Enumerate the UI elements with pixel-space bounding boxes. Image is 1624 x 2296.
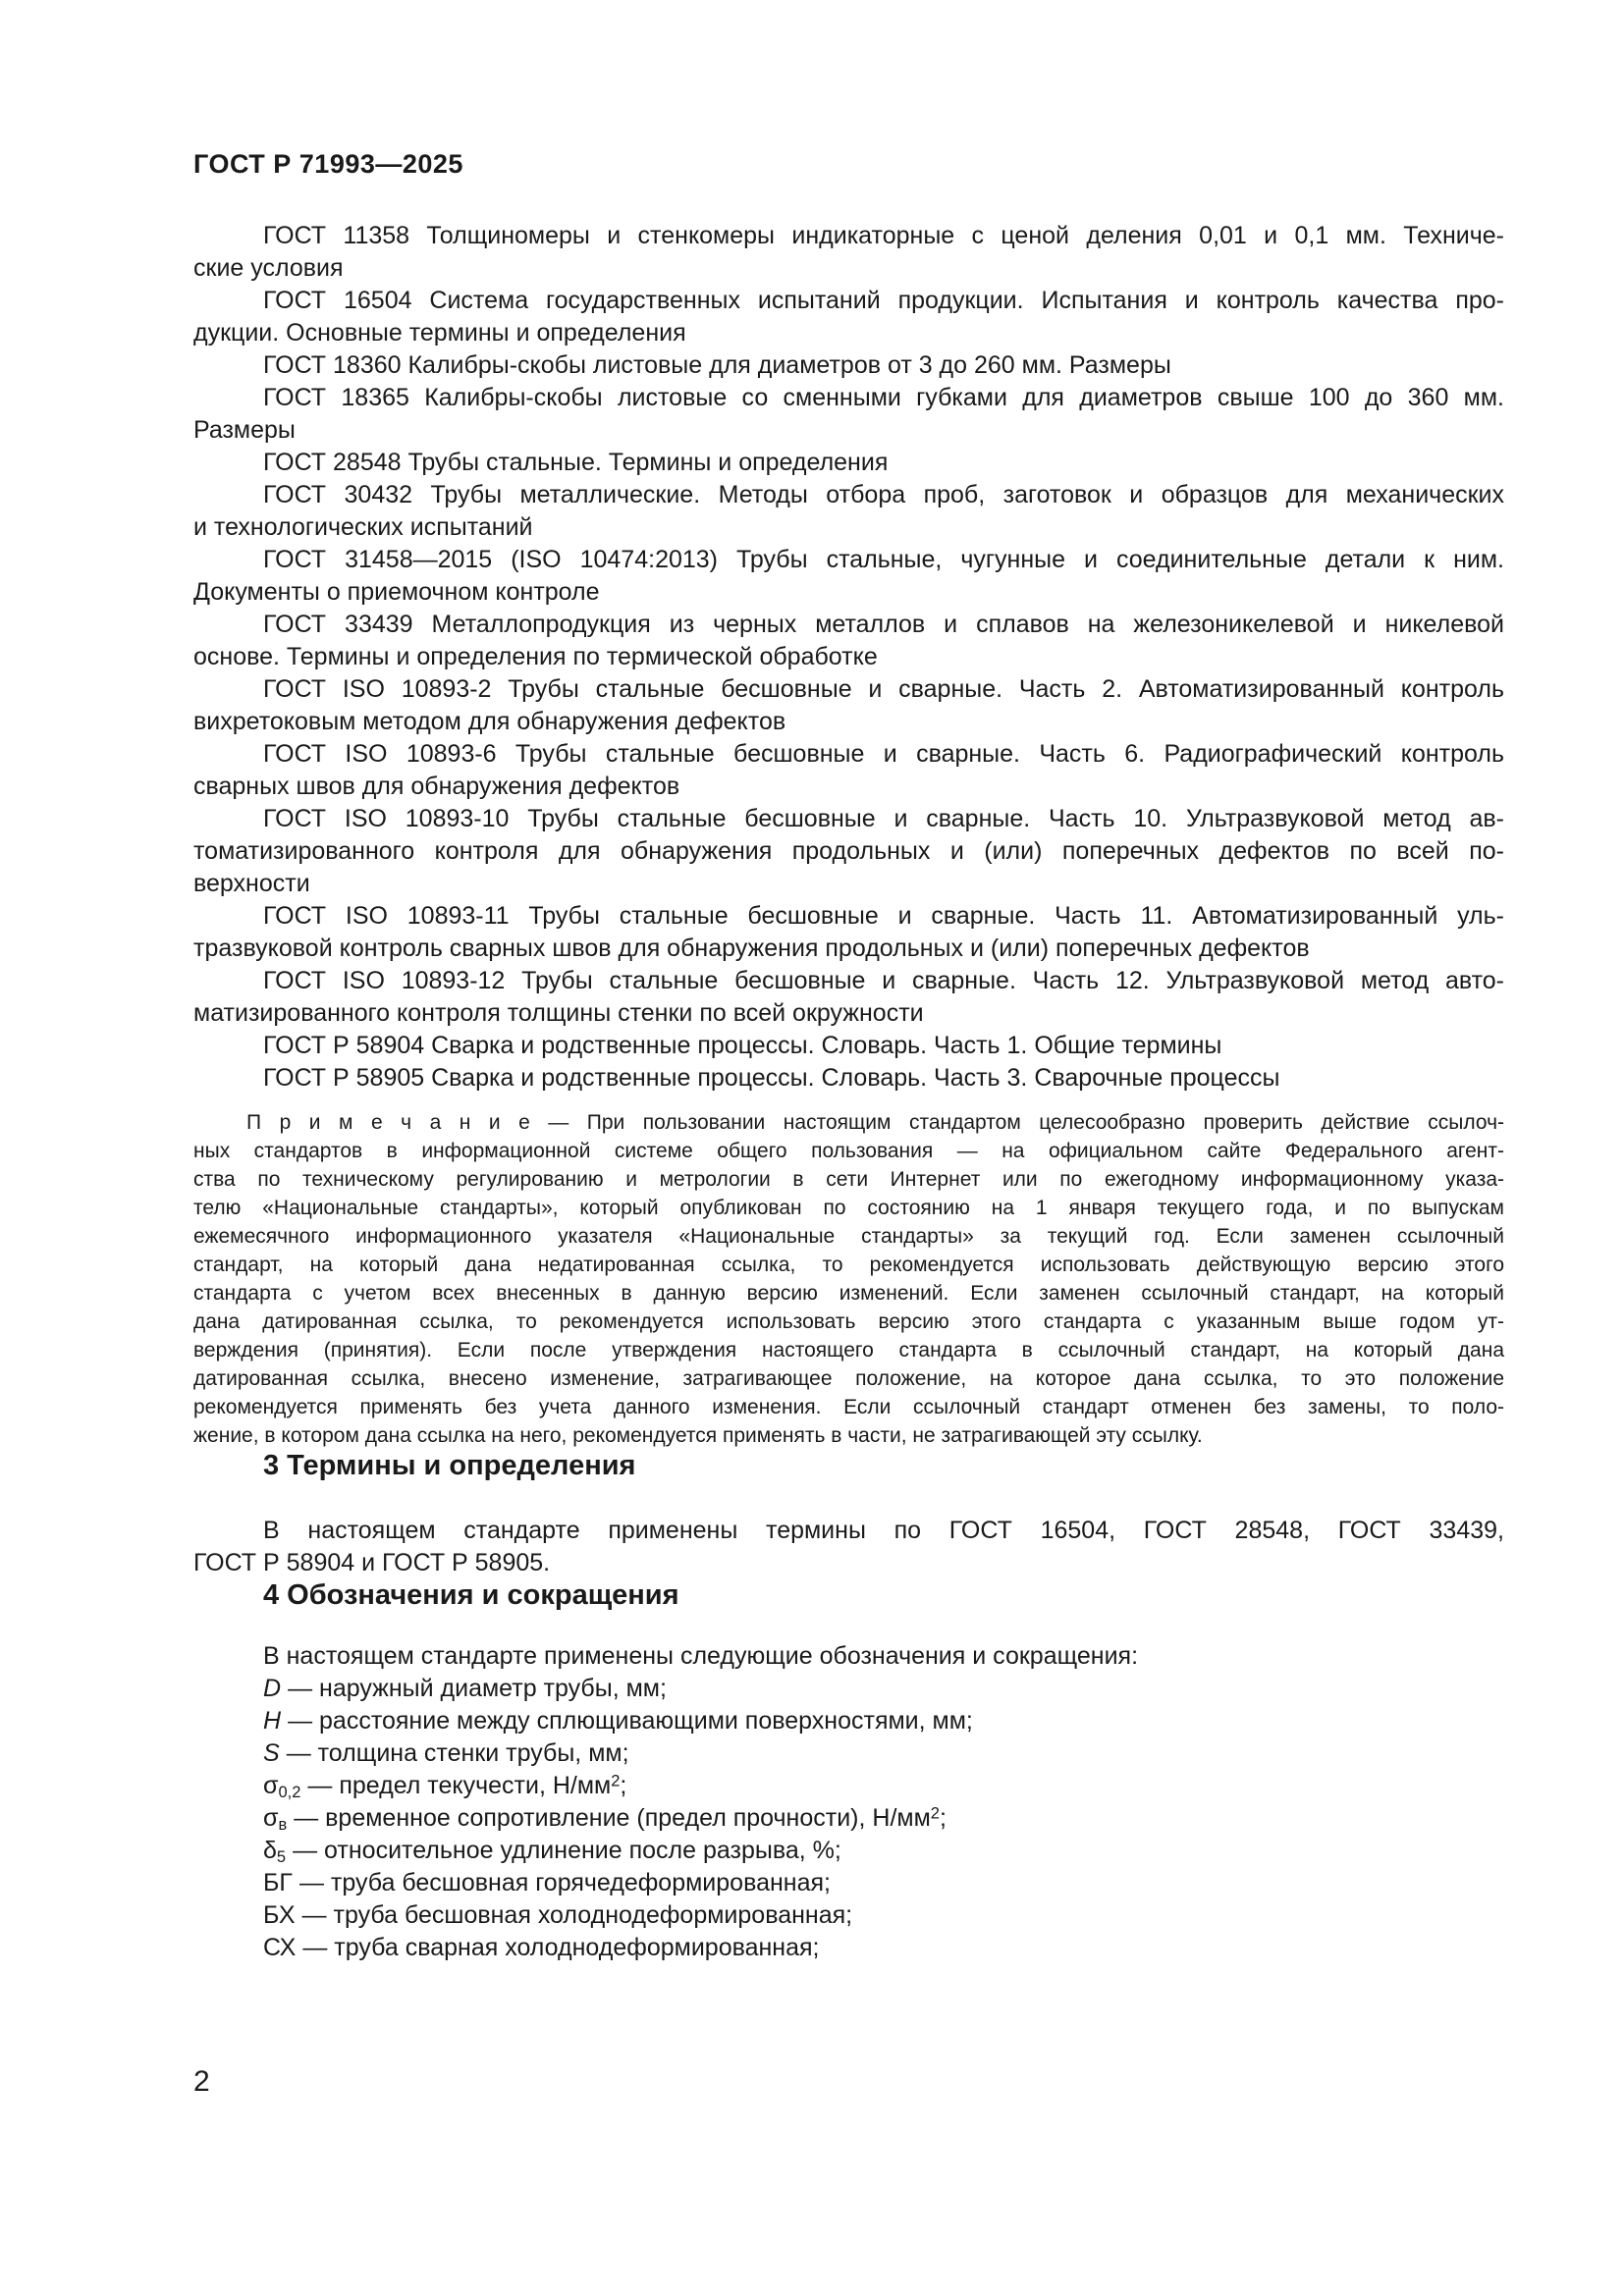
symbol: БХ <box>263 1901 296 1929</box>
reference-line: вихретоковым методом для обнаружения дефектов <box>193 708 786 735</box>
note-line: стандарт, на который дана недатированная ссылка, то рекомендуется использовать действующую версию этого <box>193 1254 1504 1276</box>
reference-line: томатизированного контроля для обнаружения продольных и (или) поперечных дефектов по всей по- <box>193 837 1504 865</box>
note-line: ежемесячного информационного указателя «Национальные стандарты» за текущий год. Если заменен ссылочный <box>193 1225 1504 1248</box>
note-line: рекомендуется применять без учета данного изменения. Если ссылочный стандарт отменен без замены, то поло- <box>193 1396 1504 1418</box>
page-number: 2 <box>193 2065 210 2098</box>
reference-line: ГОСТ ISO 10893-6 Трубы стальные бесшовные и сварные. Часть 6. Радиографический контроль <box>263 740 1504 768</box>
document-code: ГОСТ Р 71993—2025 <box>193 149 463 179</box>
designations-intro: В настоящем стандарте применены следующие обозначения и сокращения: <box>263 1642 1139 1670</box>
note-line: ных стандартов в информационной системе общего пользования — на официальном сайте Федерального агент- <box>193 1140 1504 1162</box>
note-line: дана датированная ссылка, то рекомендуется использовать версию этого стандарта с указанным выше годом ут- <box>193 1310 1504 1333</box>
symbol-definition <box>193 1835 1504 1867</box>
reference-line: дукции. Основные термины и определения <box>193 319 686 347</box>
reference-line: основе. Термины и определения по термической обработке <box>193 643 878 670</box>
symbol-definition <box>193 1932 1504 1964</box>
reference-line: ГОСТ 28548 Трубы стальные. Термины и определения <box>263 449 889 476</box>
note-line: П р и м е ч а н и е — При пользовании настоящим стандартом целесообразно проверить действие ссылоч- <box>246 1111 1504 1134</box>
reference-line: ГОСТ 33439 Металлопродукция из черных металлов и сплавов на железоникелевой и никелевой <box>263 611 1504 638</box>
paragraph-line: ГОСТ Р 58904 и ГОСТ Р 58905. <box>193 1549 551 1576</box>
symbol-definition <box>193 1673 1504 1705</box>
reference-line: ГОСТ 18365 Калибры-скобы листовые со сменными губками для диаметров свыше 100 до 360 мм. <box>263 384 1504 411</box>
reference-line: верхности <box>193 870 310 897</box>
reference-line: ГОСТ ISO 10893-11 Трубы стальные бесшовные и сварные. Часть 11. Автоматизированный уль- <box>263 902 1504 930</box>
reference-line: ГОСТ 18360 Калибры-скобы листовые для диаметров от 3 до 260 мм. Размеры <box>263 351 1171 379</box>
section-3-heading: 3 Термины и определения <box>263 1450 636 1481</box>
paragraph-line: В настоящем стандарте применены термины по ГОСТ 16504, ГОСТ 28548, ГОСТ 33439, <box>263 1517 1504 1544</box>
reference-line: сварных швов для обнаружения дефектов <box>193 773 680 800</box>
symbol: D <box>263 1675 282 1702</box>
note-line: жение, в котором дана ссылка на него, рекомендуется применять в части, не затрагивающей эту ссылку. <box>193 1424 1203 1447</box>
note-line: телю «Национальные стандарты», который опубликован по состоянию на 1 января текущего года, и по выпускам <box>193 1197 1504 1219</box>
symbol-description: — временное сопротивление (предел прочности), Н/мм <box>294 1804 931 1832</box>
symbol-description: — труба бесшовная холоднодеформированная; <box>301 1901 853 1929</box>
symbol: S <box>263 1739 280 1767</box>
symbol: $\delta_5$ <box>263 1837 287 1867</box>
reference-line: ГОСТ ISO 10893-2 Трубы стальные бесшовные и сварные. Часть 2. Автоматизированный контроль <box>263 675 1504 703</box>
reference-line: и технологических испытаний <box>193 513 533 541</box>
reference-line: ГОСТ 16504 Система государственных испытаний продукции. Испытания и контроль качества про- <box>263 287 1504 314</box>
reference-line: ские условия <box>193 254 344 282</box>
reference-line: Документы о приемочном контроле <box>193 578 600 606</box>
symbol: $\sigma_в$ <box>263 1804 288 1835</box>
symbol-definition <box>193 1867 1504 1899</box>
reference-line: ГОСТ Р 58905 Сварка и родственные процессы. Словарь. Часть 3. Сварочные процессы <box>263 1064 1280 1092</box>
reference-line: Размеры <box>193 416 296 444</box>
symbol-description: — предел текучести, Н/мм <box>307 1772 612 1799</box>
symbol: СХ <box>263 1934 297 1961</box>
section-3-paragraph <box>193 1515 1504 1579</box>
page-content <box>193 0 1504 1964</box>
symbol-definition <box>193 1705 1504 1737</box>
reference-line: тразвуковой контроль сварных швов для обнаружения продольных и (или) поперечных дефектов <box>193 934 1310 962</box>
reference-line: ГОСТ 30432 Трубы металлические. Методы отбора проб, заготовок и образцов для механических <box>263 481 1504 508</box>
symbol-description: — наружный диаметр трубы, мм; <box>288 1675 667 1702</box>
symbol-description: — толщина стенки трубы, мм; <box>286 1739 629 1767</box>
reference-line: ГОСТ ISO 10893-10 Трубы стальные бесшовные и сварные. Часть 10. Ультразвуковой метод ав- <box>263 805 1504 832</box>
note-line: стандарта с учетом всех внесенных в данную версию изменений. Если заменен ссылочный стандарт, на который <box>193 1282 1504 1305</box>
symbol-description: — труба бесшовная горячедеформированная; <box>298 1869 831 1896</box>
section-4-heading: 4 Обозначения и сокращения <box>263 1579 679 1611</box>
designations-list <box>193 1640 1504 1964</box>
symbol-description: — труба сварная холоднодеформированная; <box>302 1934 820 1961</box>
reference-line: ГОСТ Р 58904 Сварка и родственные процессы. Словарь. Часть 1. Общие термины <box>263 1032 1222 1059</box>
symbol-description: — относительное удлинение после разрыва, %; <box>293 1837 841 1864</box>
symbol: $\sigma_{0,2}$ <box>263 1772 301 1802</box>
reference-line: матизированного контроля толщины стенки по всей окружности <box>193 999 924 1027</box>
reference-line: ГОСТ 11358 Толщиномеры и стенкомеры индикаторные с ценой деления 0,01 и 0,1 мм. Техниче- <box>263 222 1504 249</box>
references-section <box>193 220 1504 1095</box>
note-line: верждения (принятия). Если после утверждения настоящего стандарта в ссылочный стандарт, на который дана <box>193 1339 1504 1362</box>
symbol-definition: $\sigma_в$ — временное сопротивление (предел прочности), $Н/мм^2$; <box>263 1804 947 1835</box>
symbol: H <box>263 1707 282 1735</box>
symbol-definition: $\sigma_{0,2}$ — предел текучести, $Н/мм^2$; <box>263 1772 627 1802</box>
reference-line: ГОСТ ISO 10893-12 Трубы стальные бесшовные и сварные. Часть 12. Ультразвуковой метод авто- <box>263 967 1504 994</box>
symbol-definition <box>193 1899 1504 1932</box>
reference-line: ГОСТ 31458—2015 (ISO 10474:2013) Трубы стальные, чугунные и соединительные детали к ним. <box>263 546 1504 573</box>
note-line: датированная ссылка, внесено изменение, затрагивающее положение, на которое дана ссылка, то это положение <box>193 1367 1504 1390</box>
symbol-description: — расстояние между сплющивающими поверхностями, мм; <box>288 1707 973 1735</box>
note-block <box>193 1108 1504 1450</box>
symbol-definition <box>193 1737 1504 1770</box>
symbol: БГ <box>263 1869 293 1896</box>
note-line: ства по техническому регулированию и метрологии в сети Интернет или по ежегодному информационному указа- <box>193 1168 1504 1191</box>
